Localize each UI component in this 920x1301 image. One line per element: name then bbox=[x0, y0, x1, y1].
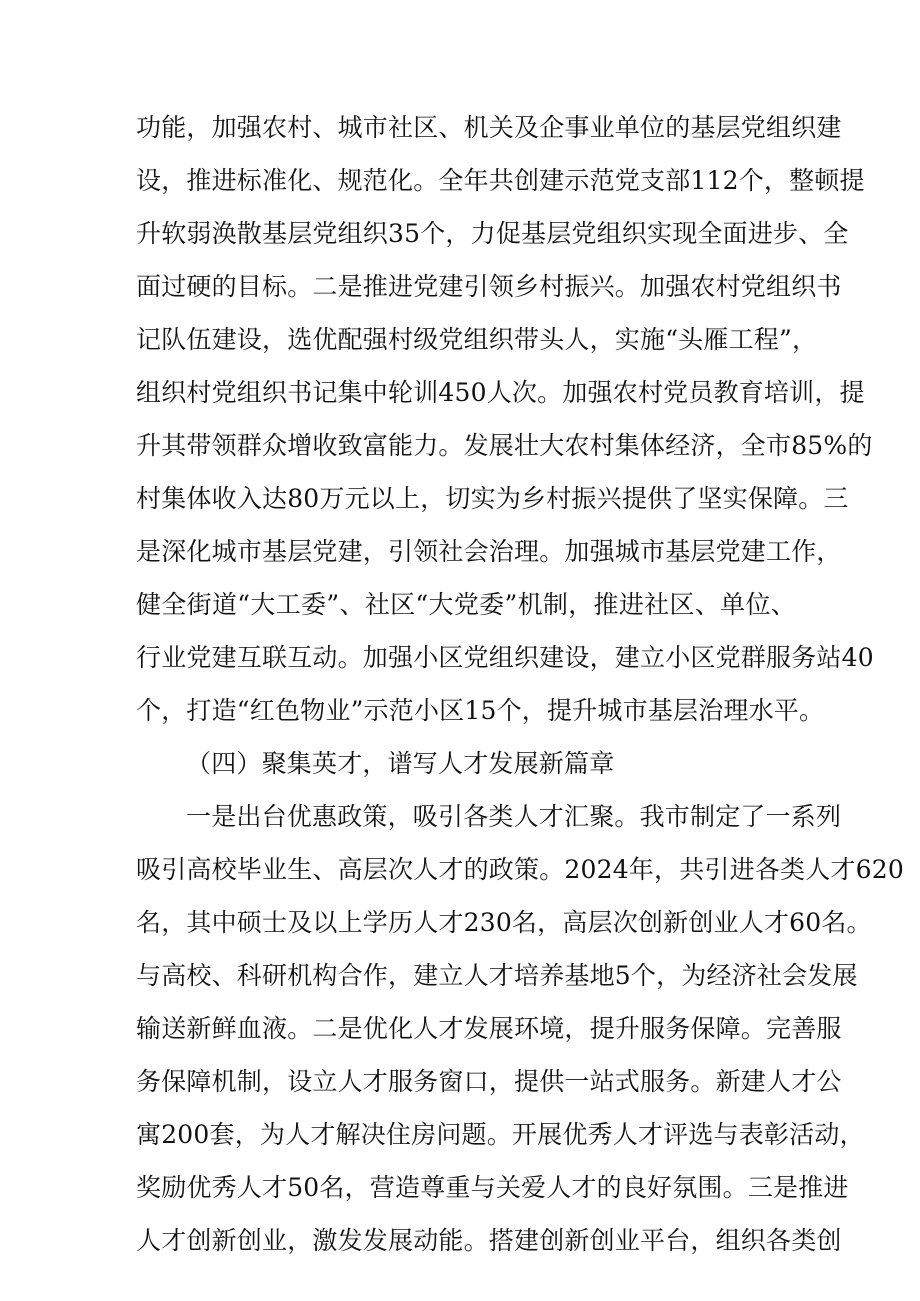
paragraph-line: 设，推进标准化、规范化。全年共创建示范党支部112个，整顿提 bbox=[136, 166, 865, 195]
paragraph-line: 是深化城市基层党建，引领社会治理。加强城市基层党建工作， bbox=[136, 537, 842, 566]
paragraph-line: 一是出台优惠政策，吸引各类人才汇聚。我市制定了一系列 bbox=[186, 802, 842, 831]
paragraph-line: 健全街道“大工委”、社区“大党委”机制，推进社区、单位、 bbox=[136, 590, 796, 619]
paragraph-line: 寓200套，为人才解决住房问题。开展优秀人才评选与表彰活动， bbox=[136, 1120, 865, 1149]
paragraph-line: 人才创新创业，激发发展动能。搭建创新创业平台，组织各类创 bbox=[136, 1226, 842, 1255]
paragraph-line: 记队伍建设，选优配强村级党组织带头人，实施“头雁工程”， bbox=[136, 325, 818, 354]
paragraph-line: 面过硬的目标。二是推进党建引领乡村振兴。加强农村党组织书 bbox=[136, 272, 842, 301]
paragraph-line: 组织村党组织书记集中轮训450人次。加强农村党员教育培训，提 bbox=[136, 378, 865, 407]
paragraph-line: 升软弱涣散基层党组织35个，力促基层党组织实现全面进步、全 bbox=[136, 219, 849, 248]
paragraph-line: 务保障机制，设立人才服务窗口，提供一站式服务。新建人才公 bbox=[136, 1067, 842, 1096]
paragraph-line: 输送新鲜血液。二是优化人才发展环境，提升服务保障。完善服 bbox=[136, 1014, 842, 1043]
paragraph-line: 与高校、科研机构合作，建立人才培养基地5个，为经济社会发展 bbox=[136, 961, 858, 990]
paragraph-line: 奖励优秀人才50名，营造尊重与关爱人才的良好氛围。三是推进 bbox=[136, 1173, 849, 1202]
paragraph-line: 吸引高校毕业生、高层次人才的政策。2024年，共引进各类人才620 bbox=[136, 855, 904, 884]
paragraph-line: 升其带领群众增收致富能力。发展壮大农村集体经济，全市85%的 bbox=[136, 431, 873, 460]
section-heading: （四）聚集英才，谱写人才发展新篇章 bbox=[186, 749, 615, 778]
paragraph-line: 行业党建互联互动。加强小区党组织建设，建立小区党群服务站40 bbox=[136, 643, 874, 672]
paragraph-line: 功能，加强农村、城市社区、机关及企事业单位的基层党组织建 bbox=[136, 113, 842, 142]
paragraph-line: 个，打造“红色物业”示范小区15个，提升城市基层治理水平。 bbox=[136, 696, 825, 725]
paragraph-line: 村集体收入达80万元以上，切实为乡村振兴提供了坚实保障。三 bbox=[136, 484, 849, 513]
paragraph-line: 名，其中硕士及以上学历人才230名，高层次创新创业人才60名。 bbox=[136, 908, 872, 937]
